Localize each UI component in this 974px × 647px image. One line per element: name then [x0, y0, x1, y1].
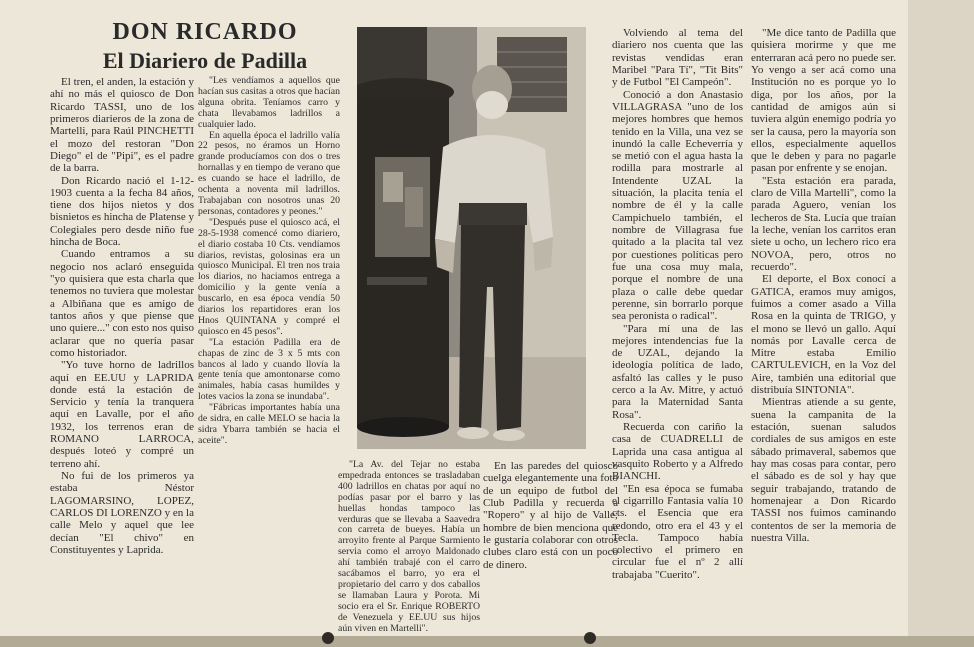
paragraph: Recuerda con cariño la casa de CUADRELLI de Laprida una casa antigua al vasquito Roberto y a Alfredo BIANCHI.	[612, 421, 743, 483]
paragraph: "Me dice tanto de Padilla que quisiera morirme y que me enterraran acá pero no puede ser. Yo vengo a ser acá como una Institución no es porque yo lo diga, por los años, por la cantidad de amigos aún si tuviera algún enemigo podría yo ser la causa, pero la mayoría son ellos, especialmente aquellos que le deben y para no pagarle pasan por enfrente y se enojan.	[751, 27, 896, 175]
paragraph: El tren, el anden, la estación y ahí no más el quiosco de Don Ricardo TASSI, uno de los primeros diarieros de la zona de Martelli, para Raúl PINCHETTI el mozo del restoran "Don Diego" el de "Pipi", es el padre de la barra.	[50, 76, 194, 175]
text-column-6	[751, 27, 896, 631]
paragraph: "Esta estación era parada, claro de Villa Martelli", como la parada Aguero, venían los lecheros de Sta. Lucía que traían la leche, venían los carritos eran siete u ocho, un lechero rico era NOVOA, pero, otros no recuerdo".	[751, 174, 896, 273]
paragraph: "En esa época se fumaba el cigarrillo Fantasia valía 10 cts. el Esencia que era redondo, otro era el 43 y el Tecla. Tampoco había colectivo el primero en circular fue el nº 2 allí trabajaba "Cuerito".	[612, 482, 743, 581]
paragraph: En aquella época el ladrillo valía 22 pesos, no éramos un Horno grande producíamos con dos o tres hornallas y en tiempo de verano que es cuando se hace el ladrillo, de ochenta a noventa mil ladrillos. Trabajaban con nosotros unas 20 personas, contadores y peones."	[198, 129, 340, 217]
paragraph: "Fábricas importantes había una de sidra, en calle MELO se hacia la sidra Ybarra también se hacia el aceite".	[198, 402, 340, 446]
text-column-4	[483, 460, 618, 634]
paragraph: "Yo tuve horno de ladrillos aquí en EE.UU y LAPRIDA donde está la estación de Servicio y tenía la tranquera aquí en Lavalle, por el año 1932, los terrenos eran de ROMANO LARROCA, después loteó y compré un terreno ahí.	[50, 359, 194, 470]
paragraph: "La estación Padilla era de chapas de zinc de 3 x 5 mts con bancos al lado y cuando llovía la gente tenía que amontonarse como animales, había casas humildes y lotes vacios la zona se inundaba".	[198, 336, 340, 403]
paragraph: Don Ricardo nació el 1-12-1903 cuenta a la fecha 84 años, tiene dos hijos nietos y dos bisnietos es hincha de Platense y Colegiales pero desde niño fue hincha de Boca.	[50, 174, 194, 249]
page-edge	[908, 0, 974, 647]
paragraph: Mientras atiende a su gente, suena la campanita de la estación, suenan saludos cordiales de sus amigos en este sábado primaveral, sabemos que hay mas cosas para contar, pero el sábado es de sol y hay que seguir trabajando, tratando de homenajear a Don Ricardo TASSI nos fuimos caminando contentos de ser la memoria de nuestra Villa.	[751, 396, 896, 544]
paragraph: El deporte, el Box conocí a GATICA, eramos muy amigos, fuimos a comer asado a Villa Rosa en la quinta de TRIGO, y el mono se llevó un gallo. Aquí nomás por Lavalle cerca de Mitre estaba Emilio CARTULEVICH, en la Voz del Aire, también una editorial que distribuía SINTONIA".	[751, 273, 896, 397]
article-subtitle: El Diariero de Padilla	[102, 48, 308, 73]
punch-hole	[584, 632, 596, 644]
lower-border	[0, 636, 974, 647]
paragraph: No fui de los primeros ya estaba Néstor LAGOMARSINO, LOPEZ, CARLOS DI LORENZO y en la calle Melo y aquel que lee decían "El chivo" en Constituyentes y Laprida.	[50, 470, 194, 556]
paragraph: "La Av. del Tejar no estaba empedrada entonces se trasladaban 400 ladrillos en chatas por aquí no podías pasar por el barro y las huellas hondas tampoco las verduras que se llevaba a Saavedra con carreta de bueyes. Había un arroyito frente al Parque Sarmiento servia como el arroyo Maldonado ahí también trabajé con el carro sacábamos el barro, yo era el propietario del carro y dos caballos se llamaban Laura y Porota. Mi socio era el Sr. Enrique ROBERTO de Venezuela y EE.UU sus hijos aún viven en Martelli".	[338, 460, 480, 634]
text-column-1	[50, 76, 194, 614]
paragraph: En las paredes del quiosco cuelga elegantemente una foto de un equipo de futbol del Club Padilla y recuerda a "Ropero" y al hijo de Valle; hombre de bien menciona que le gustaría colaborar con otros clubes claro está con un poco de dinero.	[483, 460, 618, 571]
text-column-3	[338, 460, 480, 634]
article-title: DON RICARDO	[112, 19, 298, 45]
text-column-5	[612, 27, 743, 631]
paragraph: "Les vendíamos a aquellos que hacían sus casitas a otros que hacían alguna obrita. Teníamos carro y chata llevabamos ladrillos a cualquier lado.	[198, 76, 340, 130]
paragraph: "Después puse el quiosco acá, el 28-5-1938 comencé como diariero, el diario costaba 10 Cts. vendíamos diarios, revistas, golosinas era un quiosco Municipal. El tren nos traia los diarios, no haciamos entrega a domicilio y la gente venía a buscarlo, en esa época vendía 50 diarios los repartidores eran los Hnos QUINTANA y compré el quiosco en 45 pesos".	[198, 216, 340, 337]
paragraph: Conoció a don Anastasio VILLAGRASA "uno de los mejores hombres que hemos tenido en la Villa, una vez se inundó la calle Echeverría y se metió con el agua hasta la rodilla para mostrarle al Intendente UZAL la situación, la placita tenía el nombre de él y la calle Campichuelo también, el nombre de Villagrasa fue quitado a la placita tal vez por cuestiones políticas pero fue una cosa muy mala, porque el nombre de una plaza o calle debe quedar perenne, sin borrarlo porque sea peronista o radical".	[612, 88, 743, 323]
punch-hole	[322, 632, 334, 644]
photo-image	[357, 27, 586, 449]
paragraph: "Para mí una de las mejores intendencias fue la de UZAL, dejando la ideología política de lado, asfaltó las calles y le puso cerco a la Av. Mitre, y actuó para la Maternidad Santa Rosa".	[612, 322, 743, 421]
portrait-photo	[357, 27, 586, 449]
paragraph: Cuando entramos a su negocio nos aclaró enseguida "yo quisiera que esta charla que tenemos no tuviera que molestar a Albiñana que es amigo de tantos años y que piense que uno quiere..." con esto nos quiso aclarar que no quería pasar como historiador.	[50, 248, 194, 359]
paragraph: Volviendo al tema del diariero nos cuenta que las revistas vendidas eran Maribel "Para Tí", "Tit Bits" y de Futbol "El Campeón".	[612, 27, 743, 89]
text-column-2	[198, 76, 340, 464]
